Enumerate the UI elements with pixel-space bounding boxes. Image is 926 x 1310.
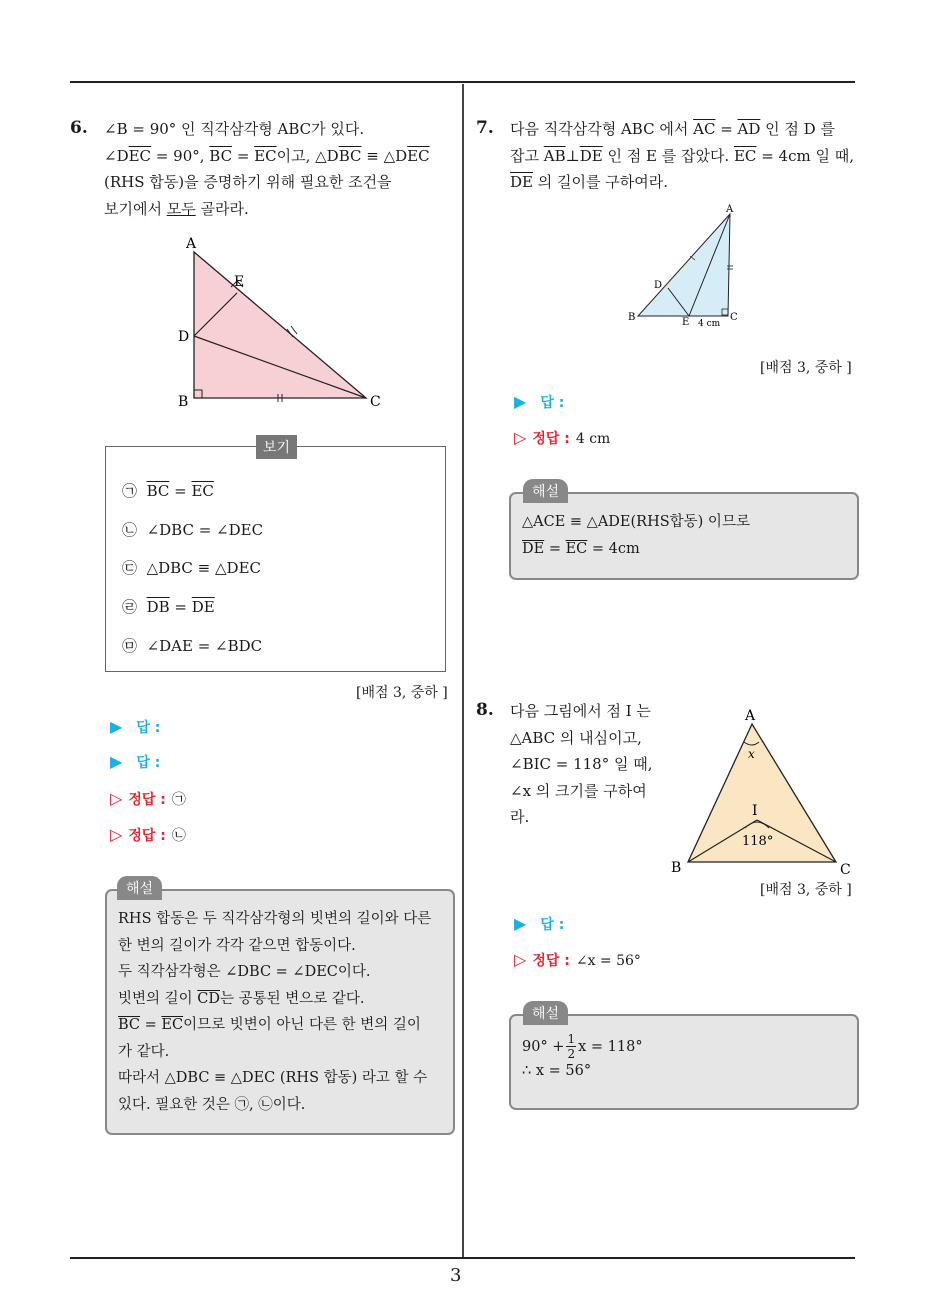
q8-line-3: ∠BIC = 118° 일 때, [510, 755, 653, 773]
q8-label-c: C [840, 862, 851, 878]
q7-score: [배점 3, 중하 ] [760, 360, 852, 376]
expl-line: 두 직각삼각형은 ∠DBC = ∠DEC이다. [118, 964, 371, 980]
q8-correct: ▷ 정답 : ∠x = 56° [514, 950, 641, 969]
q6-correct-1: ▷ 정답 : ㉠ [110, 789, 186, 808]
q7-figure [622, 200, 752, 335]
expl-line: 빗변의 길이 $\overline{CD}$는 공통된 변으로 같다. [118, 990, 365, 1007]
q8-explanation-tag: 해설 [523, 1001, 568, 1025]
q6-label-e: E [234, 274, 245, 290]
q6-label-c: C [370, 394, 381, 410]
q8-label-b: B [671, 860, 682, 876]
q6-explanation-text [118, 906, 448, 1118]
choice-text: $\overline{DB} = \overline{DE}$ [146, 598, 215, 616]
q7-number: 7. [476, 118, 494, 138]
q6-label-d: D [178, 329, 190, 345]
q6-choice-2 [122, 519, 263, 540]
q6-label-b: B [178, 394, 189, 410]
q6-line-1: ∠B = 90° 인 직각삼각형 ABC가 있다. [104, 120, 365, 138]
q8-label-i: I [752, 803, 758, 819]
outline-triangle-icon: ▷ [110, 789, 123, 808]
expl-line: 90° + $\frac{1}{2}$ x = 118° [522, 1032, 643, 1061]
q8-explanation-text [522, 1032, 852, 1081]
q6-choice-1 [122, 480, 214, 501]
q7-label-b: B [628, 312, 636, 323]
expl-line: △ACE ≡ △ADE(RHS합동) 이므로 [522, 514, 750, 530]
q6-bogi-title: 보기 [256, 435, 297, 459]
q7-text [510, 116, 860, 196]
q6-line-3: (RHS 합동)을 증명하기 위해 필요한 조건을 [104, 173, 392, 191]
play-icon: ▶ [514, 914, 527, 933]
choice-mark: ㉢ [122, 559, 138, 577]
q6-choice-4 [122, 596, 215, 617]
expl-line: 가 같다. [118, 1043, 170, 1060]
q6-text [104, 116, 454, 222]
q8-line-4: ∠x 의 크기를 구하여 [510, 781, 647, 800]
expl-line: 있다. 필요한 것은 ㉠, ㉡이다. [118, 1096, 306, 1113]
choice-text: △DBC ≡ △DEC [146, 559, 261, 577]
play-icon: ▶ [110, 717, 123, 736]
q6-choice-3 [122, 557, 261, 578]
expl-line: ∴ x = 56° [522, 1063, 592, 1079]
choice-mark: ㉣ [122, 598, 138, 616]
choice-text: ∠DBC = ∠DEC [146, 521, 264, 539]
q6-choice-5 [122, 635, 262, 656]
q8-label-angle: 118° [742, 834, 774, 849]
play-icon: ▶ [514, 392, 527, 411]
q8-text [510, 698, 660, 831]
q6-figure [160, 230, 400, 420]
play-icon: ▶ [110, 752, 123, 771]
q8-figure [668, 700, 858, 880]
q6-explanation-tag: 해설 [117, 876, 162, 900]
q7-line-1: 다음 직각삼각형 ABC 에서 $\overline{AC} = \overline{AD}$ 인 점 D 를 [510, 120, 835, 138]
expl-line: $\overline{DE} = \overline{EC} = 4cm$ [522, 540, 640, 557]
q8-line-5: 라. [510, 808, 530, 826]
q7-label-c: C [730, 312, 738, 323]
q6-answer-2[interactable]: ▶ 답 : [110, 752, 161, 771]
top-rule [70, 81, 855, 83]
q7-label-a: A [726, 204, 734, 215]
choice-mark: ㉠ [122, 482, 138, 500]
outline-triangle-icon: ▷ [514, 950, 527, 969]
expl-line: 따라서 △DBC ≡ △DEC (RHS 합동) 라고 할 수 [118, 1070, 428, 1086]
q7-answer[interactable]: ▶ 답 : [514, 392, 565, 411]
choice-mark: ㉡ [122, 521, 138, 539]
q6-line-2: $\angle D\overline{EC} = 90^\circ$, $\overline{BC} = \overline{EC}$이고, $\triangle D\overline{BC}$ ≡ $\triangle D\overline{EC}$ [104, 146, 430, 165]
expl-line: $\overline{BC} = \overline{EC}$이므로 빗변이 아닌 다른 한 변의 길이 [118, 1017, 421, 1033]
q7-explanation-text [522, 509, 852, 562]
q8-line-1: 다음 그림에서 점 I 는 [510, 702, 651, 720]
expl-line: RHS 합동은 두 직각삼각형의 빗변의 길이와 다른 [118, 911, 432, 927]
expl-line: 한 변의 길이가 각각 같으면 합동이다. [118, 937, 356, 954]
bottom-rule [70, 1257, 855, 1259]
q7-label-length: 4 cm [698, 319, 721, 329]
q8-line-2: △ABC 의 내심이고, [510, 728, 642, 747]
outline-triangle-icon: ▷ [514, 428, 527, 447]
q7-correct: ▷ 정답 : 4 cm [514, 428, 611, 447]
outline-triangle-icon: ▷ [110, 825, 123, 844]
q6-line-4: 보기에서 모두 골라라. [104, 199, 249, 218]
q7-line-3: $\overline{DE}$ 의 길이를 구하여라. [510, 173, 668, 191]
q7-label-e: E [682, 317, 690, 328]
choice-mark: ㉤ [122, 637, 138, 655]
q6-score: [배점 3, 중하 ] [356, 685, 448, 701]
q7-line-2: 잡고 $\overline{AB}\perp\overline{DE}$ 인 점 E 를 잡았다. $\overline{EC} = 4cm$ 일 때, [510, 146, 854, 165]
q6-number: 6. [70, 118, 88, 138]
choice-text: $\overline{BC} = \overline{EC}$ [146, 482, 214, 500]
q8-label-a: A [745, 708, 756, 724]
choice-text: ∠DAE = ∠BDC [146, 637, 263, 655]
fraction: $\frac{1}{2}$ [567, 1032, 576, 1061]
q8-score: [배점 3, 중하 ] [760, 882, 852, 898]
page-number: 3 [450, 1265, 462, 1286]
q8-number: 8. [476, 700, 494, 720]
q7-explanation-tag: 해설 [523, 479, 568, 503]
q6-answer-1[interactable]: ▶ 답 : [110, 717, 161, 736]
q6-label-a: A [186, 236, 197, 252]
q7-label-d: D [654, 280, 663, 291]
q8-answer[interactable]: ▶ 답 : [514, 914, 565, 933]
column-divider [462, 84, 464, 1258]
q6-correct-2: ▷ 정답 : ㉡ [110, 825, 186, 844]
q8-label-x: x [748, 747, 755, 761]
